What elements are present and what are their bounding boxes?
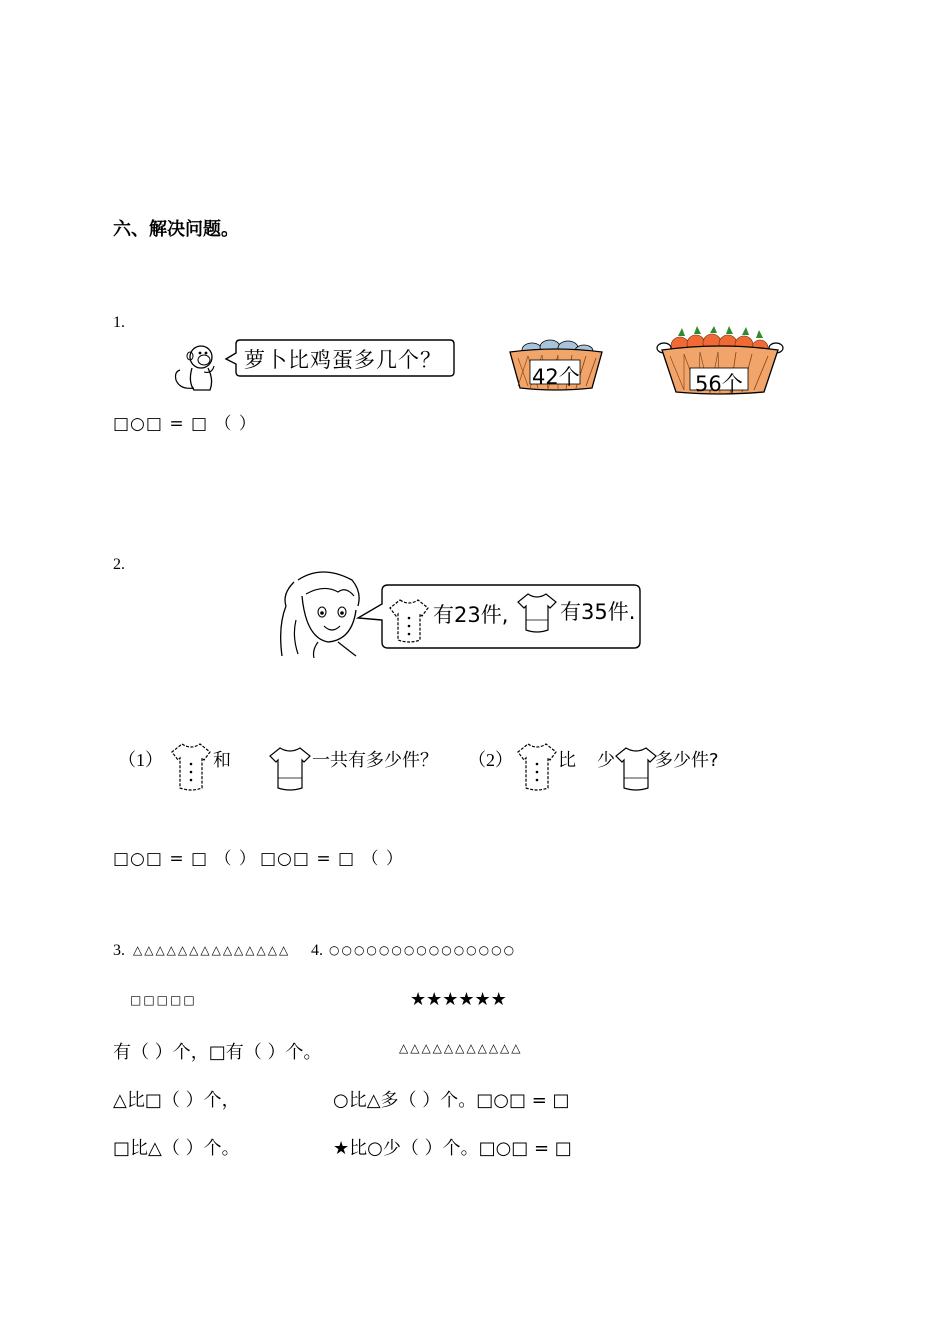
question-4-number: 4. xyxy=(311,942,323,959)
section-title: 六、解决问题。 xyxy=(113,219,239,240)
question-2-number: 2. xyxy=(113,556,125,573)
q4-line-2: ○比△多（ ）个。□○□ = □ xyxy=(333,1090,570,1111)
q2-sub2-word2: 少 xyxy=(597,750,615,771)
question-1-number: 1. xyxy=(113,314,125,331)
q2-equation-2: □○□ = □ （ ） xyxy=(260,849,404,869)
q2-speech-part1: 有23件, xyxy=(433,603,509,627)
q2-sub2-text: 多少件? xyxy=(655,750,719,771)
q3-line-3: □比△（ ）个。 xyxy=(113,1138,240,1159)
sweater-icon xyxy=(516,740,558,794)
q2-sub2-label: （2） xyxy=(468,750,513,770)
q2-sub1-text: 一共有多少件？ xyxy=(312,750,438,771)
q3-squares: □□□□□ xyxy=(130,993,197,1007)
sweater-icon xyxy=(388,596,430,646)
q2-sub2-word1: 比 xyxy=(558,750,576,771)
monkey-icon xyxy=(168,342,224,394)
q2-sub1-label: （1） xyxy=(118,750,163,770)
carrot-basket-label: 56个 xyxy=(695,372,743,396)
shirt-icon xyxy=(268,744,312,794)
question-1-equation: □○□ = □ （ ） xyxy=(113,414,257,434)
q4-stars: ★★★★★★ xyxy=(410,989,507,1010)
q4-triangles: △△△△△△△△△△△ xyxy=(399,1041,523,1055)
q4-circles: ○○○○○○○○○○○○○○○ xyxy=(329,943,517,957)
egg-basket-label: 42个 xyxy=(532,365,580,389)
q2-speech-part2: 有35件. xyxy=(560,600,636,624)
question-3-number: 3. xyxy=(113,942,125,959)
sweater-icon xyxy=(170,740,212,794)
shirt-icon xyxy=(614,744,658,794)
q2-sub1-word1: 和 xyxy=(213,750,231,771)
q3-line-1: 有（ ）个，□有（ ）个。 xyxy=(113,1042,322,1063)
q2-equation-1: □○□ = □ （ ） xyxy=(113,849,257,869)
q4-line-3: ★比○少（ ）个。□○□ = □ xyxy=(333,1138,572,1159)
q3-line-2: △比□（ ）个， xyxy=(113,1090,240,1111)
q3-triangles: △△△△△△△△△△△△△△ xyxy=(133,943,291,957)
shirt-icon xyxy=(516,590,558,636)
speech-text: 萝卜比鸡蛋多几个？ xyxy=(244,348,442,372)
